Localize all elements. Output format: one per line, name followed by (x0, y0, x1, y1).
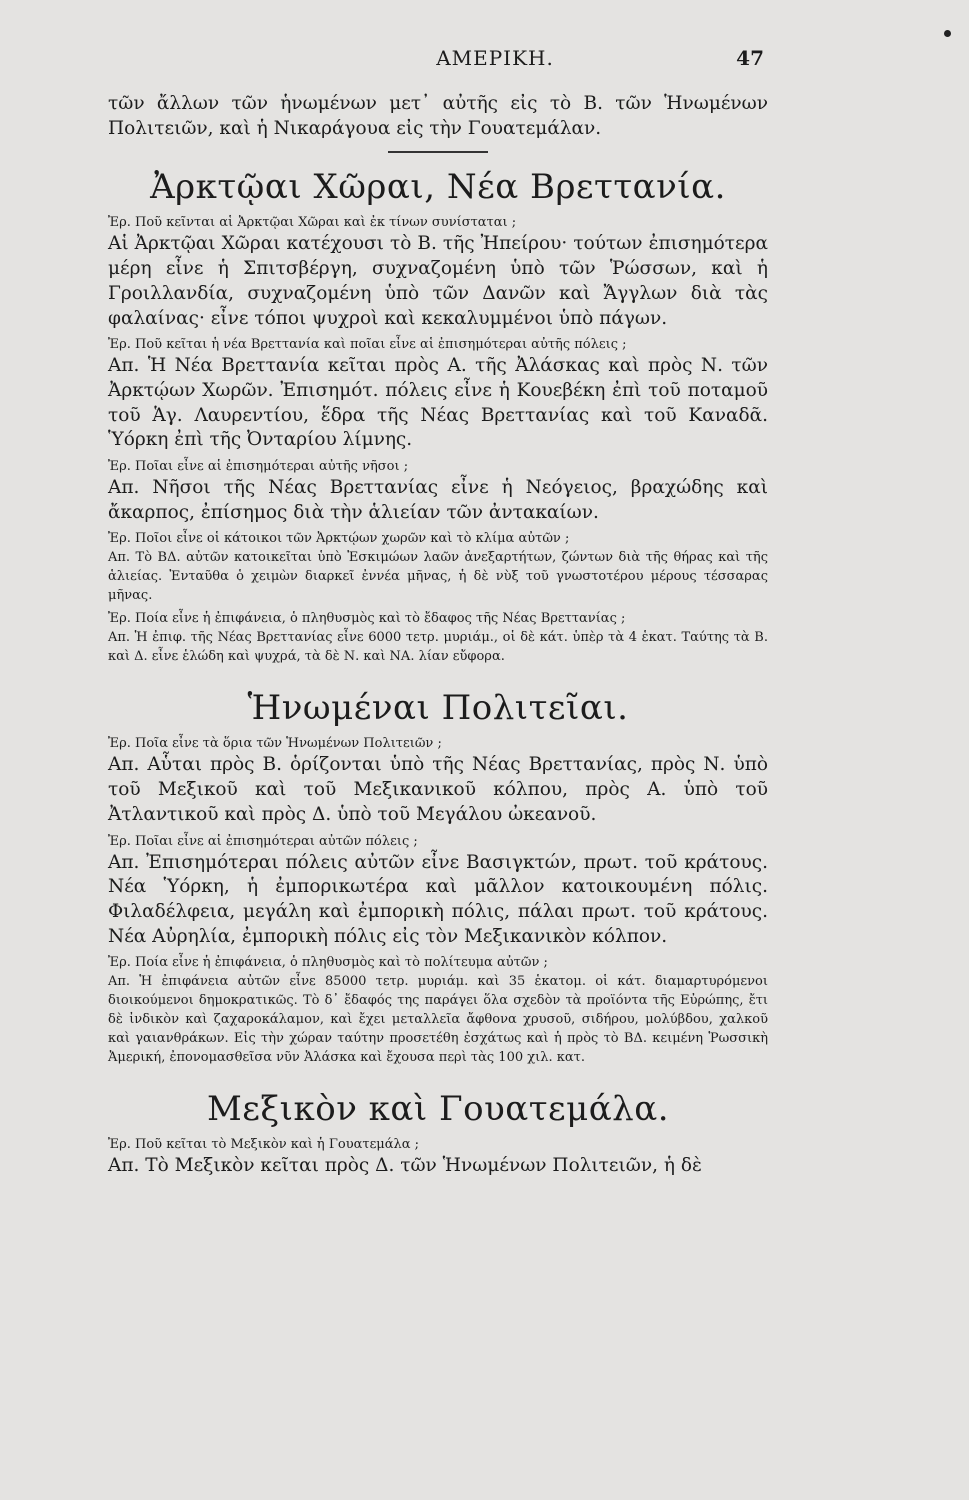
section-title-arctic: Ἀρκτῷαι Χῶραι, Νέα Βρεττανία. (150, 167, 726, 208)
answer: Απ. Ἡ ἐπιφ. τῆς Νέας Βρεττανίας εἶνε 6000 τετρ. μυριάμ., οἱ δὲ κάτ. ὑπὲρ τὰ 4 ἑκατ. Ταύτης τὰ Β. καὶ Δ. εἶνε ἑλώδη καὶ ψυχρά, τὰ δὲ Ν. καὶ ΝΑ. λίαν εὔφορα. (108, 630, 768, 665)
question: Ἐρ. Ποῦ κεῖται τὸ Μεξικὸν καὶ ἡ Γουατεμάλα ; (108, 1137, 420, 1153)
answer: Απ. Ἡ ἐπιφάνεια αὐτῶν εἶνε 85000 τετρ. μυριάμ. καὶ 35 ἑκατομ. οἱ κάτ. διαμαρτυρόμενοι διοικούμενοι δημοκρατικῶς. Τὸ δ᾽ ἔδαφός της παράγει ὅλα σχεδὸν τὰ προϊόντα τῆς Εὐρώπης, ἔτι δὲ ἰνδικὸν καὶ ζαχαροκάλαμον, καὶ ἔχει μεταλλεῖα ἄφθονα χρυσοῦ, σιδήρου, μολύβδου, χαλκοῦ καὶ γαιανθράκων. Εἰς τὴν χώραν ταύτην προσετέθη ἐσχάτως καὶ ἡ πρὸς τὸ ΒΔ. κειμένη Ῥωσσικὴ Ἀμερική, ἐπονομασθεῖσα νῦν Ἀλάσκα καὶ ἔχουσα περὶ τὰς 100 χιλ. κατ. (108, 974, 768, 1066)
intro-paragraph: τῶν ἄλλων τῶν ἡνωμένων μετ᾽ αὐτῆς εἰς τὸ Β. τῶν Ἡνωμένων Πολιτειῶν, καὶ ἡ Νικαράγουα εἰς τὴν Γουατεμάλαν. (108, 93, 768, 139)
section-divider (388, 151, 488, 153)
page-header (0, 46, 969, 76)
section-title-united-states: Ἡνωμέναι Πολιτεῖαι. (247, 688, 629, 729)
running-title: ΑΜΕΡΙΚΗ. (436, 46, 554, 70)
question: Ἐρ. Ποία εἶνε ἡ ἐπιφάνεια, ὁ πληθυσμὸς καὶ τὸ πολίτευμα αὐτῶν ; (108, 955, 548, 971)
section-title-mexico: Μεξικὸν καὶ Γουατεμάλα. (206, 1089, 670, 1130)
question: Ἐρ. Ποῖοι εἶνε οἱ κάτοικοι τῶν Ἀρκτῴων χωρῶν καὶ τὸ κλίμα αὐτῶν ; (108, 531, 570, 547)
question: Ἐρ. Ποῖαι εἶνε αἱ ἐπισημότεραι αὐτῆς νῆσοι ; (108, 459, 409, 475)
ink-dot (944, 30, 951, 37)
question: Ἐρ. Ποία εἶνε ἡ ἐπιφάνεια, ὁ πληθυσμὸς καὶ τὸ ἔδαφος τῆς Νέας Βρεττανίας ; (108, 611, 626, 627)
answer: Απ. Ἐπισημότεραι πόλεις αὐτῶν εἶνε Βασιγκτών, πρωτ. τοῦ κράτους. Νέα Ὑόρκη, ἡ ἐμπορικωτέρα καὶ μᾶλλον κατοικουμένη πόλις. Φιλαδέλφεια, μεγάλη καὶ ἐμπορικὴ πόλις, πάλαι πρωτ. τοῦ κράτους. Νέα Αὐρηλία, ἐμπορικὴ πόλις εἰς τὸν Μεξικανικὸν κόλπον. (108, 851, 768, 947)
question: Ἐρ. Ποῦ κεῖται ἡ νέα Βρεττανία καὶ ποῖαι εἶνε αἱ ἐπισημότεραι αὐτῆς πόλεις ; (108, 337, 627, 353)
question: Ἐρ. Ποῖα εἶνε τὰ ὅρια τῶν Ἡνωμένων Πολιτειῶν ; (108, 736, 442, 752)
question: Ἐρ. Ποῦ κεῖνται αἱ Ἀρκτῷαι Χῶραι καὶ ἐκ τίνων συνίσταται ; (108, 215, 517, 231)
answer: Απ. Τὸ ΒΔ. αὐτῶν κατοικεῖται ὑπὸ Ἐσκιμώων λαῶν ἀνεξαρτήτων, ζώντων διὰ τῆς θήρας καὶ τῆς ἁλιείας. Ἐνταῦθα ὁ χειμὼν διαρκεῖ ἐννέα μῆνας, ἡ δὲ νὺξ τοῦ γνωστοτέρου μέρους τέσσαρας μῆνας. (108, 550, 768, 604)
answer: Απ. Αὗται πρὸς Β. ὁρίζονται ὑπὸ τῆς Νέας Βρεττανίας, πρὸς Ν. ὑπὸ τοῦ Μεξικοῦ καὶ τοῦ Μεξικανικοῦ κόλπου, πρὸς Α. ὑπὸ τοῦ Ἀτλαντικοῦ καὶ πρὸς Δ. ὑπὸ τοῦ Μεγάλου ὠκεανοῦ. (108, 754, 768, 825)
page-number: 47 (736, 46, 764, 70)
question: Ἐρ. Ποῖαι εἶνε αἱ ἐπισημότεραι αὐτῶν πόλεις ; (108, 833, 418, 849)
answer: Απ. Νῆσοι τῆς Νέας Βρεττανίας εἶνε ἡ Νεόγειος, βραχώδης καὶ ἄκαρπος, ἐπίσημος διὰ τὴν ἁλιείαν τῶν ἀντακαίων. (108, 477, 768, 523)
answer: Απ. Τὸ Μεξικὸν κεῖται πρὸς Δ. τῶν Ἡνωμένων Πολιτειῶν, ἡ δὲ (108, 1155, 702, 1177)
answer: Αἱ Ἀρκτῷαι Χῶραι κατέχουσι τὸ Β. τῆς Ἠπείρου· τούτων ἐπισημότερα μέρη εἶνε ἡ Σπιτσβέργη, συχναζομένη ὑπὸ τῶν Ῥώσσων, καὶ ἡ Γροιλλανδία, συχναζομένη ὑπὸ τῶν Δανῶν καὶ Ἄγγλων διὰ τὰς φαλαίνας· εἶνε τόποι ψυχροὶ καὶ κεκαλυμμένοι ὑπὸ πάγων. (108, 233, 768, 329)
page-body (108, 92, 768, 1179)
answer: Απ. Ἡ Νέα Βρεττανία κεῖται πρὸς Α. τῆς Ἀλάσκας καὶ πρὸς Ν. τῶν Ἀρκτῴων Χωρῶν. Ἐπισημότ. πόλεις εἶνε ἡ Κουεβέκη ἐπὶ τοῦ ποταμοῦ τοῦ Ἁγ. Λαυρεντίου, ἕδρα τῆς Νέας Βρεττανίας καὶ τοῦ Καναδᾶ. Ὑόρκη ἐπὶ τῆς Ὀνταρίου λίμνης. (108, 355, 768, 451)
